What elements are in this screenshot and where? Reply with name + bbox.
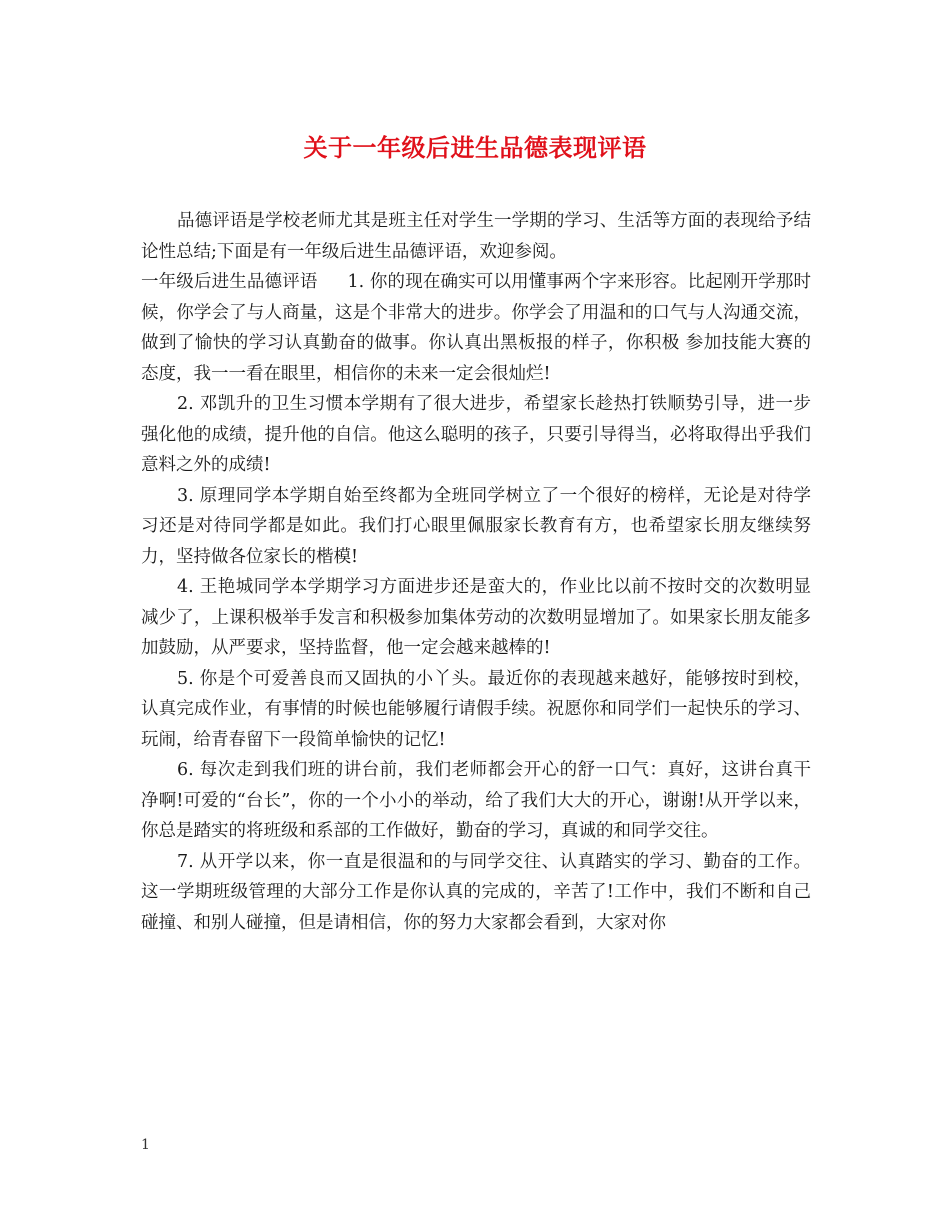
page-title: 关于一年级后进生品德表现评语 [303,134,647,162]
comment-item-2: 2. 邓凯升的卫生习惯本学期有了很大进步，希望家长趁热打铁顺势引导，进一步强化他的成绩，提升他的自信。他这么聪明的孩子，只要引导得当，必将取得出乎我们意料之外的成绩! [141,394,811,475]
comment-item-4: 4. 王艳城同学本学期学习方面进步还是蛮大的，作业比以前不按时交的次数明显减少了，上课积极举手发言和积极参加集体劳动的次数明显增加了。如果家长朋友能多加鼓励，从严要求，坚持监督，他一定会越来越棒的! [141,577,811,658]
comment-item-6: 6. 每次走到我们班的讲台前，我们老师都会开心的舒一口气：真好，这讲台真干净啊!可爱的“台长”，你的一个小小的举动，给了我们大大的开心，谢谢!从开学以来，你总是踏实的将班级和系部的工作做好，勤奋的学习，真诚的和同学交往。 [141,760,811,841]
page-number: 1 [141,1137,150,1153]
comment-item-1: 1. 你的现在确实可以用懂事两个字来形容。比起刚开学那时候，你学会了与人商量，这是个非常大的进步。你学会了用温和的口气与人沟通交流，做到了愉快的学习认真勤奋的做事。你认真出黑板报的样子，你积极 参加技能大赛的态度，我一一看在眼里，相信你的未来一定会很灿烂! [141,272,811,384]
section-heading: 一年级后进生品德评语 [141,272,318,292]
document-body [141,206,811,938]
intro-paragraph: 品德评语是学校老师尤其是班主任对学生一学期的学习、生活等方面的表现给予结论性总结;下面是有一年级后进生品德评语，欢迎参阅。 [141,211,811,262]
comment-item-5: 5. 你是个可爱善良而又固执的小丫头。最近你的表现越来越好，能够按时到校，认真完成作业，有事情的时候也能够履行请假手续。祝愿你和同学们一起快乐的学习、玩闹，给青春留下一段简单愉快的记忆! [141,668,811,750]
comment-item-3: 3. 原理同学本学期自始至终都为全班同学树立了一个很好的榜样，无论是对待学习还是对待同学都是如此。我们打心眼里佩服家长教育有方，也希望家长朋友继续努力，坚持做各位家长的楷模! [141,485,811,567]
comment-item-7: 7. 从开学以来，你一直是很温和的与同学交往、认真踏实的学习、勤奋的工作。 这一学期班级管理的大部分工作是你认真的完成的，辛苦了!工作中，我们不断和自己碰撞、和别人碰撞，但是请相信，你的努力大家都会看到，大家对你 [141,851,811,933]
section-paragraph [141,267,811,389]
